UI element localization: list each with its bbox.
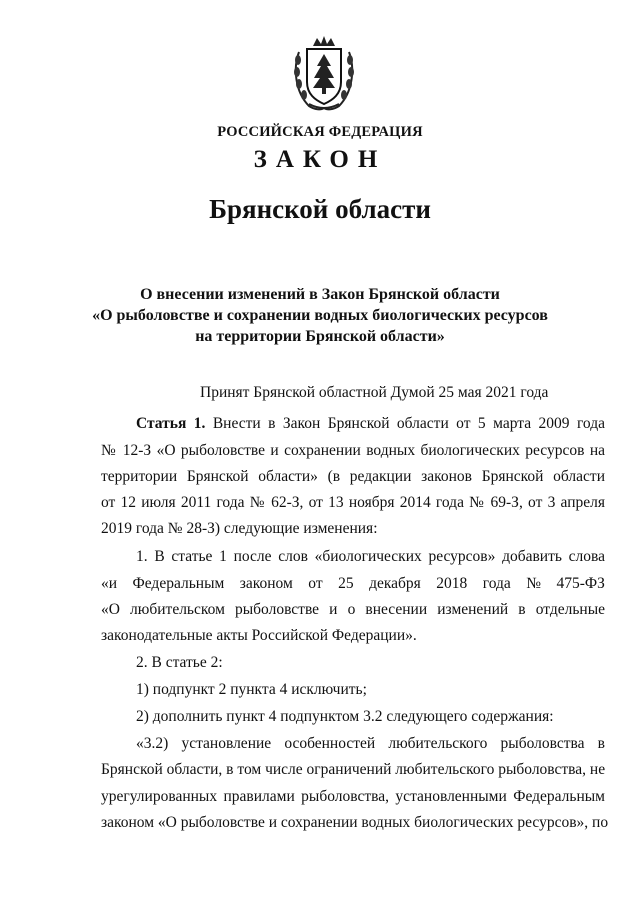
word: года (482, 575, 511, 592)
word: «и (101, 575, 118, 592)
word: декабря (369, 575, 421, 592)
word: № (526, 575, 542, 592)
body-line: 1. В статье 1 после слов «биологических ресурсов» добавить слова (136, 548, 605, 565)
body-line: 2. В статье 2: (136, 654, 223, 671)
law-title-line-1: О внесении изменений в Закон Брянской области (140, 286, 500, 303)
word: 475-ФЗ (556, 575, 605, 592)
law-title-line-2: «О рыболовстве и сохранении водных биологических ресурсов (92, 307, 548, 324)
body-line: от 12 июля 2011 года № 62-З, от 13 ноября 2014 года № 69-З, от 3 апреля (101, 494, 605, 511)
federation-heading: РОССИЙСКАЯ ФЕДЕРАЦИЯ (217, 124, 423, 140)
word: 2018 (436, 575, 468, 592)
region-heading: Брянской области (209, 194, 431, 224)
word: законом (239, 575, 293, 592)
body-line: «3.2) установление особенностей любительского рыболовства в (136, 735, 605, 752)
body-line: 2) дополнить пункт 4 подпунктом 3.2 следующего содержания: (136, 708, 554, 725)
body-line: «О любительском рыболовстве и о внесении изменений в отдельные (101, 601, 605, 618)
article-1-line-1 (136, 414, 605, 434)
word: Федеральным (132, 575, 225, 592)
body-line: 1) подпункт 2 пункта 4 исключить; (136, 681, 367, 698)
law-title-line-3: на территории Брянской области» (195, 328, 445, 345)
body-line: № 12-З «О рыболовстве и сохранении водных биологических ресурсов на (101, 442, 605, 459)
body-line: урегулированных правилами рыболовства, установленными Федеральным (101, 788, 605, 805)
body-line: Брянской области, в том числе ограничений любительского рыболовства, не (101, 761, 606, 778)
body-line: законодательные акты Российской Федерации». (101, 627, 417, 644)
document-type-heading: ЗАКОН (253, 146, 387, 173)
article-label: Статья 1. (136, 415, 206, 432)
body-line-spread (101, 574, 605, 594)
body-line: 2019 года № 28-З) следующие изменения: (101, 520, 378, 537)
adoption-note: Принят Брянской областной Думой 25 мая 2021 года (200, 384, 549, 401)
article-1-text: Внести в Закон Брянской области от 5 марта 2009 года (212, 415, 605, 432)
body-line: территории Брянской области» (в редакции законов Брянской области (101, 468, 605, 485)
word: 25 (338, 575, 354, 592)
word: от (308, 575, 323, 592)
body-line: законом «О рыболовстве и сохранении водных биологических ресурсов», по (101, 814, 609, 831)
coat-of-arms-icon (291, 34, 357, 114)
